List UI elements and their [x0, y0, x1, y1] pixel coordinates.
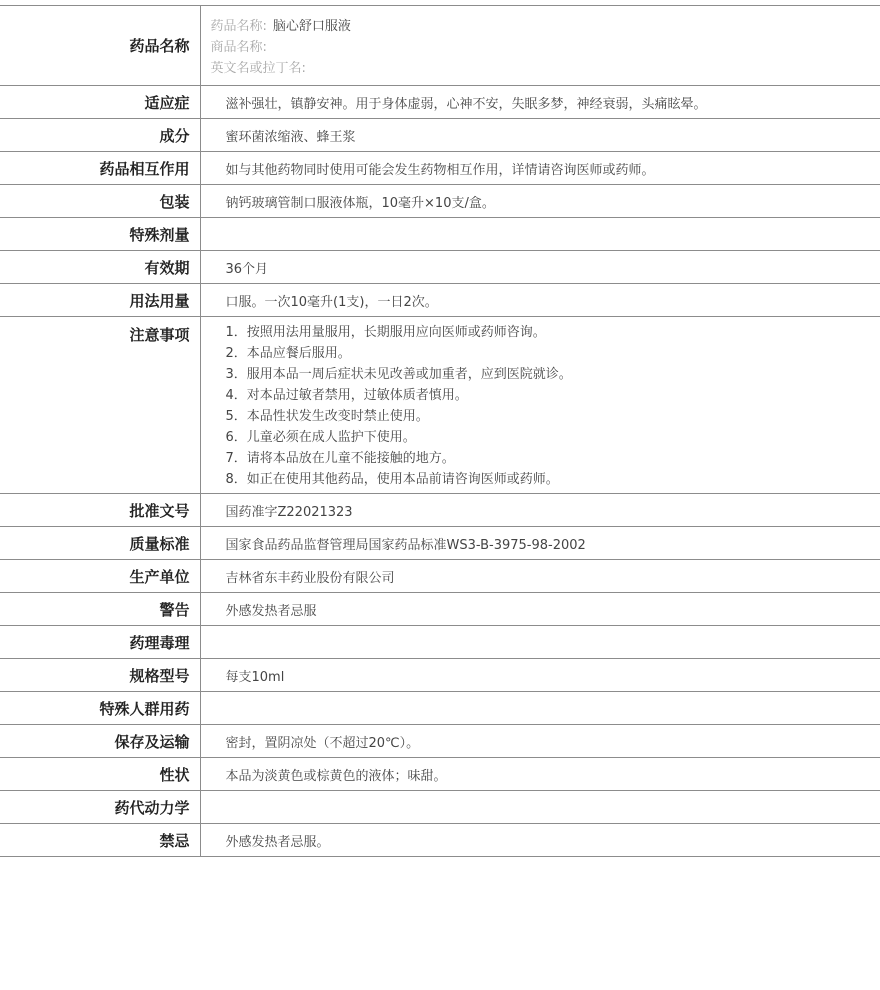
row-special-population [0, 692, 880, 725]
label-precautions: 注意事项 [0, 317, 200, 494]
precaution-item: 3．服用本品一周后症状未见改善或加重者，应到医院就诊。 [225, 367, 572, 382]
label-manufacturer: 生产单位 [0, 560, 200, 593]
value-pharmacology [200, 626, 880, 659]
precaution-item: 8．如正在使用其他药品，使用本品前请咨询医师或药师。 [225, 472, 559, 487]
label-shelf-life: 有效期 [0, 251, 200, 284]
english-name-key: 英文名或拉丁名: [210, 61, 306, 76]
row-appearance [0, 758, 880, 791]
row-quality-standard [0, 527, 880, 560]
precaution-item: 5．本品性状发生改变时禁止使用。 [225, 409, 429, 424]
row-ingredients [0, 119, 880, 152]
row-indications [0, 86, 880, 119]
value-drug-name [200, 6, 880, 86]
label-warning: 警告 [0, 593, 200, 626]
row-shelf-life [0, 251, 880, 284]
row-storage [0, 725, 880, 758]
value-storage: 密封，置阴凉处（不超过20℃）。 [225, 735, 420, 751]
value-shelf-life: 36个月 [225, 261, 269, 277]
value-pharmacokinetics [200, 791, 880, 824]
trade-name-key: 商品名称: [210, 40, 267, 55]
row-specification [0, 659, 880, 692]
label-specification: 规格型号 [0, 659, 200, 692]
row-packaging [0, 185, 880, 218]
row-usage [0, 284, 880, 317]
value-approval-number: 国药准字Z22021323 [225, 504, 353, 520]
precaution-item: 6．儿童必须在成人监护下使用。 [225, 430, 416, 445]
precaution-item: 1．按照用法用量服用，长期服用应向医师或药师咨询。 [225, 325, 546, 340]
label-storage: 保存及运输 [0, 725, 200, 758]
trade-name-line [211, 37, 880, 58]
label-indications: 适应症 [0, 86, 200, 119]
value-specification: 每支10ml [225, 669, 285, 685]
value-ingredients: 蜜环菌浓缩液、蜂王浆 [225, 129, 356, 145]
value-special-dosage [200, 218, 880, 251]
generic-name-value: 脑心舒口服液 [272, 19, 351, 34]
value-special-population [200, 692, 880, 725]
drug-spec-table [0, 5, 880, 857]
row-special-dosage [0, 218, 880, 251]
value-appearance: 本品为淡黄色或棕黄色的液体；味甜。 [225, 768, 447, 784]
label-special-population: 特殊人群用药 [0, 692, 200, 725]
row-approval-number [0, 494, 880, 527]
row-pharmacology [0, 626, 880, 659]
generic-name-key: 药品名称: [210, 19, 267, 34]
generic-name-line [211, 16, 880, 37]
label-approval-number: 批准文号 [0, 494, 200, 527]
english-name-line [211, 58, 880, 79]
row-interactions [0, 152, 880, 185]
row-precautions [0, 317, 880, 494]
row-warning [0, 593, 880, 626]
row-pharmacokinetics [0, 791, 880, 824]
value-manufacturer: 吉林省东丰药业股份有限公司 [225, 570, 395, 586]
label-pharmacology: 药理毒理 [0, 626, 200, 659]
value-precautions [200, 317, 880, 494]
value-usage: 口服。一次10毫升(1支)，一日2次。 [225, 294, 438, 310]
precaution-item: 7．请将本品放在儿童不能接触的地方。 [225, 451, 455, 466]
value-contraindications: 外感发热者忌服。 [225, 834, 330, 850]
label-quality-standard: 质量标准 [0, 527, 200, 560]
label-interactions: 药品相互作用 [0, 152, 200, 185]
precaution-item: 4．对本品过敏者禁用，过敏体质者慎用。 [225, 388, 468, 403]
label-ingredients: 成分 [0, 119, 200, 152]
value-interactions: 如与其他药物同时使用可能会发生药物相互作用，详情请咨询医师或药师。 [225, 162, 655, 178]
label-pharmacokinetics: 药代动力学 [0, 791, 200, 824]
precaution-item: 2．本品应餐后服用。 [225, 346, 351, 361]
label-special-dosage: 特殊剂量 [0, 218, 200, 251]
label-usage: 用法用量 [0, 284, 200, 317]
row-contraindications [0, 824, 880, 857]
label-contraindications: 禁忌 [0, 824, 200, 857]
value-indications: 滋补强壮，镇静安神。用于身体虚弱，心神不安，失眠多梦，神经衰弱，头痛眩晕。 [225, 96, 707, 112]
row-drug-name [0, 6, 880, 86]
row-manufacturer [0, 560, 880, 593]
label-packaging: 包装 [0, 185, 200, 218]
value-quality-standard: 国家食品药品监督管理局国家药品标准WS3-B-3975-98-2002 [225, 537, 586, 553]
value-warning: 外感发热者忌服 [225, 603, 317, 619]
label-drug-name: 药品名称 [0, 6, 200, 86]
value-packaging: 钠钙玻璃管制口服液体瓶，10毫升×10支/盒。 [225, 195, 495, 211]
label-appearance: 性状 [0, 758, 200, 791]
